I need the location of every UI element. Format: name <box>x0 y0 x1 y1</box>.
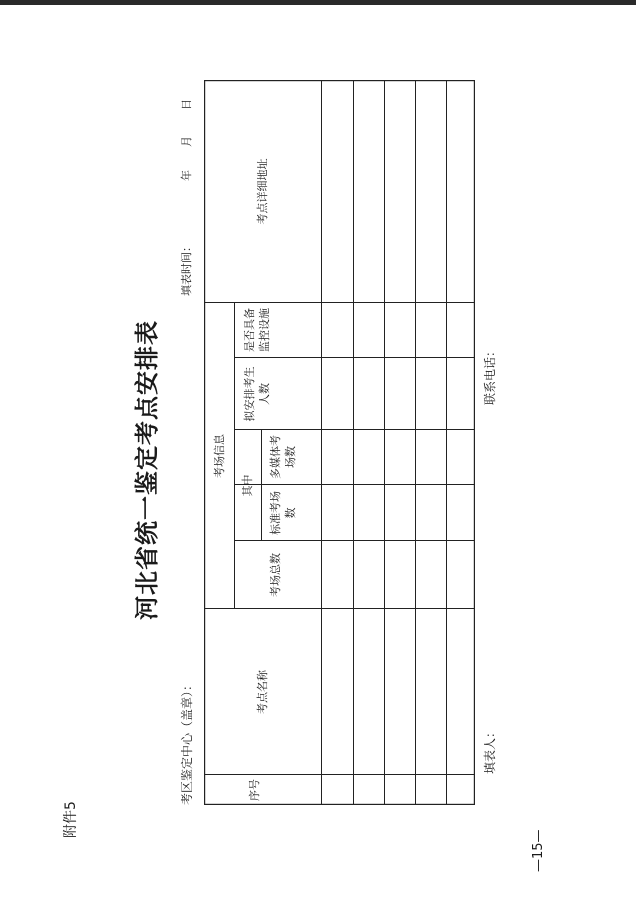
filler-label: 填表人： <box>483 725 497 774</box>
header-exam-room-info: 考场信息 <box>213 434 226 478</box>
fill-date-month: 月 <box>180 136 193 147</box>
fill-date-day: 日 <box>180 99 193 110</box>
attachment-label: 附件5 <box>63 801 79 838</box>
header-among: 其中 <box>241 474 254 497</box>
header-site-name: 考点名称 <box>256 670 269 714</box>
fill-date-label: 填表时间： <box>180 241 193 296</box>
header-room-total: 考场总数 <box>269 553 282 597</box>
header-serial: 序号 <box>248 779 261 801</box>
fill-date-year: 年 <box>180 170 193 181</box>
page-number: —15— <box>531 829 546 872</box>
page-title: 河北省统一鉴定考点安排表 <box>133 320 161 620</box>
header-planned-candidates: 拟安排考生人数 <box>243 366 271 422</box>
phone-label: 联系电话： <box>483 344 497 405</box>
header-multimedia-rooms: 多媒体考场数 <box>269 435 297 479</box>
department-label: 考区鉴定中心（盖章）： <box>180 678 194 805</box>
header-standard-rooms: 标准考场数 <box>269 491 297 535</box>
exam-site-table <box>204 80 475 805</box>
header-has-monitoring: 是否具备监控设施 <box>243 308 271 352</box>
header-site-address: 考点详细地址 <box>256 158 269 225</box>
